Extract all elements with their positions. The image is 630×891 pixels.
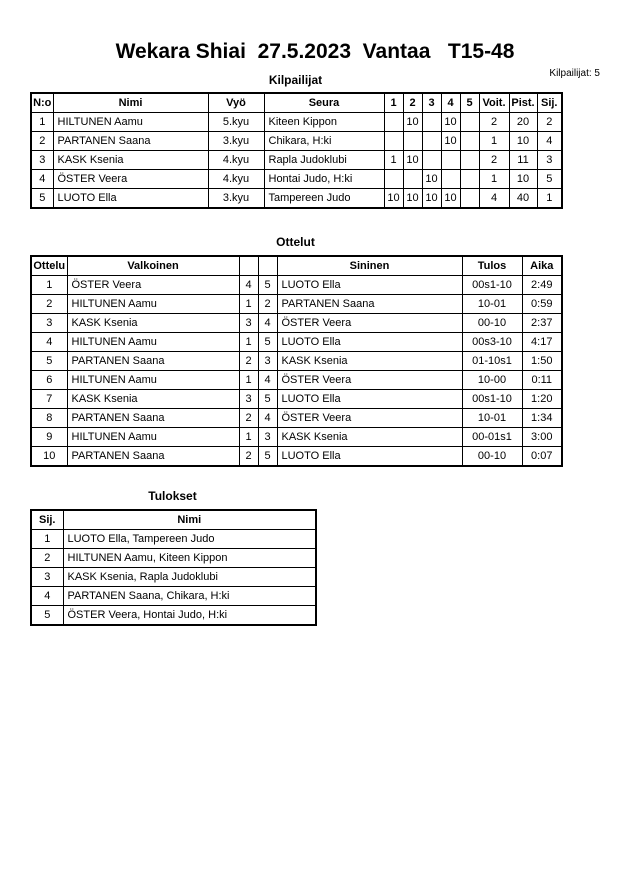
col-white: Valkoinen [67,256,239,276]
result-row [31,549,316,568]
result-row [31,606,316,626]
cell-grid-2 [403,170,422,189]
cell-no: 5 [31,189,53,209]
cell-grid-3: 10 [422,170,441,189]
cell-blue-name: ÖSTER Veera [277,314,462,333]
cell-grid-2 [403,132,422,151]
cell-grid-5 [460,151,479,170]
cell-result: 00s3-10 [462,333,522,352]
competitors-body [31,113,562,209]
cell-place: 5 [31,606,63,626]
cell-club: Rapla Judoklubi [264,151,384,170]
cell-place: 4 [537,132,562,151]
cell-result: 10-01 [462,409,522,428]
cell-belt: 3.kyu [208,132,264,151]
cell-points: 40 [509,189,537,209]
cell-time: 1:34 [522,409,562,428]
col-round-5: 5 [460,93,479,113]
cell-grid-3 [422,113,441,132]
cell-white-name: HILTUNEN Aamu [67,371,239,390]
cell-grid-4: 10 [441,113,460,132]
col-white-number [239,256,258,276]
cell-blue-name: LUOTO Ella [277,390,462,409]
cell-place: 4 [31,587,63,606]
cell-white-name: PARTANEN Saana [67,352,239,371]
cell-white-number: 1 [239,295,258,314]
cell-white-name: KASK Ksenia [67,314,239,333]
cell-result: 10-01 [462,295,522,314]
cell-wins: 2 [479,151,509,170]
cell-white-number: 2 [239,447,258,467]
cell-blue-number: 5 [258,333,277,352]
cell-blue-name: LUOTO Ella [277,333,462,352]
col-result: Tulos [462,256,522,276]
competitor-count: Kilpailijat: 5 [549,68,600,79]
match-row [31,447,562,467]
cell-result: 10-00 [462,371,522,390]
page-title: Wekara Shiai 27.5.2023 Vantaa T15-48 [115,40,515,63]
cell-white-name: HILTUNEN Aamu [67,333,239,352]
cell-no: 1 [31,113,53,132]
cell-blue-number: 4 [258,314,277,333]
col-points: Pist. [509,93,537,113]
col-blue-number [258,256,277,276]
cell-grid-2: 10 [403,189,422,209]
match-row [31,295,562,314]
cell-grid-1 [384,113,403,132]
cell-blue-name: ÖSTER Veera [277,409,462,428]
result-row [31,587,316,606]
cell-match-no: 10 [31,447,67,467]
cell-white-name: PARTANEN Saana [67,409,239,428]
cell-result: 00s1-10 [462,390,522,409]
cell-match-no: 8 [31,409,67,428]
cell-match-no: 5 [31,352,67,371]
cell-place: 1 [31,530,63,549]
cell-match-no: 1 [31,276,67,295]
section-heading-matches: Ottelut [276,235,315,249]
col-belt: Vyö [208,93,264,113]
col-name: Nimi [63,510,316,530]
result-row [31,530,316,549]
cell-club: Chikara, H:ki [264,132,384,151]
cell-grid-4: 10 [441,132,460,151]
cell-no: 4 [31,170,53,189]
col-blue: Sininen [277,256,462,276]
cell-time: 2:49 [522,276,562,295]
cell-match-no: 3 [31,314,67,333]
cell-grid-2: 10 [403,113,422,132]
cell-white-name: KASK Ksenia [67,390,239,409]
cell-blue-name: KASK Ksenia [277,352,462,371]
cell-grid-3 [422,132,441,151]
cell-result: 00s1-10 [462,276,522,295]
cell-white-number: 2 [239,409,258,428]
cell-white-number: 1 [239,371,258,390]
match-row [31,333,562,352]
col-round-1: 1 [384,93,403,113]
matches-table [30,255,563,467]
cell-white-number: 3 [239,390,258,409]
competitor-row [31,151,562,170]
cell-blue-number: 4 [258,371,277,390]
cell-name: ÖSTER Veera [53,170,208,189]
cell-grid-5 [460,170,479,189]
cell-club: Kiteen Kippon [264,113,384,132]
results-body [31,530,316,626]
cell-match-no: 6 [31,371,67,390]
cell-grid-5 [460,132,479,151]
col-match-no: Ottelu [31,256,67,276]
cell-name: LUOTO Ella [53,189,208,209]
table-header-row [31,256,562,276]
results-table [30,509,317,626]
col-time: Aika [522,256,562,276]
cell-club: Tampereen Judo [264,189,384,209]
cell-place: 1 [537,189,562,209]
cell-time: 1:50 [522,352,562,371]
cell-grid-5 [460,113,479,132]
cell-match-no: 7 [31,390,67,409]
match-row [31,276,562,295]
cell-blue-name: LUOTO Ella [277,447,462,467]
cell-white-name: HILTUNEN Aamu [67,295,239,314]
match-row [31,390,562,409]
cell-white-number: 1 [239,428,258,447]
cell-grid-4: 10 [441,189,460,209]
match-row [31,428,562,447]
cell-blue-name: ÖSTER Veera [277,371,462,390]
cell-match-no: 4 [31,333,67,352]
table-header-row [31,93,562,113]
cell-grid-1 [384,170,403,189]
cell-time: 0:11 [522,371,562,390]
cell-white-number: 3 [239,314,258,333]
cell-blue-name: LUOTO Ella [277,276,462,295]
cell-blue-number: 4 [258,409,277,428]
col-place: Sij. [537,93,562,113]
cell-white-name: HILTUNEN Aamu [67,428,239,447]
competitor-row [31,189,562,209]
cell-grid-4 [441,170,460,189]
cell-time: 2:37 [522,314,562,333]
cell-belt: 3.kyu [208,189,264,209]
cell-wins: 4 [479,189,509,209]
cell-points: 11 [509,151,537,170]
cell-result: 01-10s1 [462,352,522,371]
cell-name: KASK Ksenia [53,151,208,170]
cell-result: 00-01s1 [462,428,522,447]
section-heading-results: Tulokset [148,489,197,503]
matches-body [31,276,562,467]
cell-blue-number: 3 [258,428,277,447]
cell-grid-1: 10 [384,189,403,209]
cell-result: 00-10 [462,314,522,333]
col-round-4: 4 [441,93,460,113]
cell-white-number: 2 [239,352,258,371]
cell-result: 00-10 [462,447,522,467]
cell-time: 3:00 [522,428,562,447]
cell-blue-number: 5 [258,276,277,295]
cell-grid-5 [460,189,479,209]
cell-blue-number: 5 [258,390,277,409]
cell-blue-name: KASK Ksenia [277,428,462,447]
cell-name: LUOTO Ella, Tampereen Judo [63,530,316,549]
result-row [31,568,316,587]
col-round-2: 2 [403,93,422,113]
cell-grid-1 [384,132,403,151]
cell-name: HILTUNEN Aamu, Kiteen Kippon [63,549,316,568]
col-place: Sij. [31,510,63,530]
cell-blue-number: 2 [258,295,277,314]
cell-grid-3: 10 [422,189,441,209]
competitors-table [30,92,563,209]
cell-blue-number: 5 [258,447,277,467]
cell-grid-1: 1 [384,151,403,170]
cell-place: 2 [31,549,63,568]
cell-place: 3 [31,568,63,587]
cell-time: 0:07 [522,447,562,467]
match-row [31,314,562,333]
cell-belt: 4.kyu [208,151,264,170]
match-row [31,371,562,390]
cell-grid-3 [422,151,441,170]
cell-name: HILTUNEN Aamu [53,113,208,132]
match-row [31,352,562,371]
col-round-3: 3 [422,93,441,113]
match-row [31,409,562,428]
competitor-row [31,113,562,132]
cell-time: 0:59 [522,295,562,314]
section-heading-competitors: Kilpailijat [268,73,323,87]
competitor-row [31,132,562,151]
cell-name: PARTANEN Saana [53,132,208,151]
cell-grid-2: 10 [403,151,422,170]
cell-blue-name: PARTANEN Saana [277,295,462,314]
cell-place: 5 [537,170,562,189]
cell-grid-4 [441,151,460,170]
cell-place: 3 [537,151,562,170]
cell-white-name: ÖSTER Veera [67,276,239,295]
cell-points: 10 [509,132,537,151]
cell-time: 4:17 [522,333,562,352]
cell-white-number: 1 [239,333,258,352]
cell-name: PARTANEN Saana, Chikara, H:ki [63,587,316,606]
cell-blue-number: 3 [258,352,277,371]
cell-wins: 1 [479,132,509,151]
cell-no: 3 [31,151,53,170]
cell-time: 1:20 [522,390,562,409]
cell-points: 20 [509,113,537,132]
cell-white-number: 4 [239,276,258,295]
cell-place: 2 [537,113,562,132]
cell-name: ÖSTER Veera, Hontai Judo, H:ki [63,606,316,626]
cell-wins: 1 [479,170,509,189]
cell-belt: 5.kyu [208,113,264,132]
cell-points: 10 [509,170,537,189]
cell-no: 2 [31,132,53,151]
col-name: Nimi [53,93,208,113]
cell-match-no: 2 [31,295,67,314]
col-wins: Voit. [479,93,509,113]
table-header-row [31,510,316,530]
col-club: Seura [264,93,384,113]
cell-name: KASK Ksenia, Rapla Judoklubi [63,568,316,587]
cell-wins: 2 [479,113,509,132]
competitor-row [31,170,562,189]
cell-club: Hontai Judo, H:ki [264,170,384,189]
cell-match-no: 9 [31,428,67,447]
cell-belt: 4.kyu [208,170,264,189]
cell-white-name: PARTANEN Saana [67,447,239,467]
col-no: N:o [31,93,53,113]
